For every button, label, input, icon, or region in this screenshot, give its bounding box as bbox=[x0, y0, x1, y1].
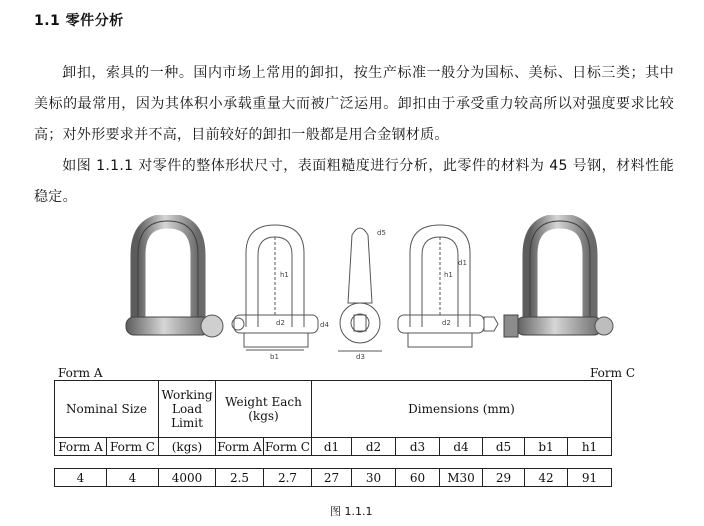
header-dimensions: Dimensions (mm) bbox=[312, 381, 612, 438]
shackle-photo-form-c bbox=[504, 221, 613, 337]
table-cell: 2.5 bbox=[216, 469, 264, 487]
paragraph-analysis-text: 如图 1.1.1 对零件的整体形状尺寸，表面粗糙度进行分析，此零件的材料为 45 号钢，材料性能稳定。 bbox=[34, 158, 674, 205]
label-d1: d1 bbox=[458, 259, 467, 267]
subheader-cell: Form A bbox=[217, 439, 262, 454]
label-d5: d5 bbox=[377, 229, 386, 237]
subheader-cell: d3 bbox=[396, 438, 440, 456]
subheader-cell: d1 bbox=[312, 438, 352, 456]
table-cell: 2.7 bbox=[264, 469, 312, 487]
header-working-load-line3: Limit bbox=[171, 416, 203, 430]
subheader-cell: Form A bbox=[55, 438, 107, 456]
header-working-load-line2: Load bbox=[171, 402, 203, 416]
table-cell: 42 bbox=[525, 469, 568, 487]
table-header-row bbox=[55, 381, 612, 438]
header-weight-each-line1: Weight Each bbox=[225, 395, 302, 409]
table-cell: 91 bbox=[568, 469, 612, 487]
table-cell: 29 bbox=[483, 469, 525, 487]
table-cell: 4000 bbox=[159, 469, 216, 487]
table-cell: 4 bbox=[107, 469, 159, 487]
header-working-load-line1: Working bbox=[161, 388, 213, 402]
form-a-label: Form A bbox=[58, 366, 103, 380]
subheader-cell: Form C bbox=[107, 438, 159, 456]
dimensions-table bbox=[54, 380, 612, 487]
label-h1-right: h1 bbox=[444, 271, 453, 279]
section-heading: 1.1 零件分析 bbox=[34, 13, 124, 29]
table-gap-row bbox=[55, 456, 612, 469]
subheader-cell: Form C bbox=[264, 439, 310, 454]
label-b1: b1 bbox=[270, 353, 279, 361]
table-subheader-row bbox=[55, 438, 612, 456]
label-d2-right: d2 bbox=[442, 319, 451, 327]
table-cell: M30 bbox=[440, 469, 483, 487]
header-nominal-size: Nominal Size bbox=[55, 381, 159, 438]
header-weight-each bbox=[216, 381, 312, 438]
label-d4: d4 bbox=[320, 321, 329, 329]
subheader-cell: b1 bbox=[525, 438, 568, 456]
label-h1-left: h1 bbox=[280, 271, 289, 279]
subheader-cell: h1 bbox=[568, 438, 612, 456]
table-cell: 4 bbox=[55, 469, 107, 487]
shackle-drawing-side bbox=[338, 228, 382, 351]
table-cell: 27 bbox=[312, 469, 352, 487]
subheader-cell: (kgs) bbox=[159, 438, 216, 456]
shackle-drawing-front bbox=[232, 225, 318, 350]
paragraph-intro bbox=[34, 58, 674, 151]
table-row bbox=[55, 469, 612, 487]
shackle-drawing-front-form-c bbox=[398, 225, 498, 347]
figure-caption: 图 1.1.1 bbox=[330, 505, 373, 518]
shackle-photo-form-a bbox=[126, 221, 223, 337]
label-d2-left: d2 bbox=[276, 319, 285, 327]
paragraph-analysis bbox=[34, 151, 674, 213]
table-cell: 60 bbox=[396, 469, 440, 487]
form-c-label: Form C bbox=[590, 366, 636, 380]
header-weight-each-line2: (kgs) bbox=[248, 409, 279, 423]
subheader-cell: d5 bbox=[483, 438, 525, 456]
label-d3: d3 bbox=[356, 353, 365, 361]
subheader-cell: d2 bbox=[352, 438, 396, 456]
table-cell: 30 bbox=[352, 469, 396, 487]
shackle-figure bbox=[120, 215, 620, 373]
paragraph-intro-text: 卸扣，索具的一种。国内市场上常用的卸扣，按生产标准一般分为国标、美标、日标三类；其中美标的最常用，因为其体积小承载重量大而被广泛运用。卸扣由于承受重力较高所以对强度要求比较高；对外形要求并不高，目前较好的卸扣一般都是用合金钢材质。 bbox=[34, 65, 674, 143]
header-working-load bbox=[159, 381, 216, 438]
subheader-cell: d4 bbox=[440, 438, 483, 456]
